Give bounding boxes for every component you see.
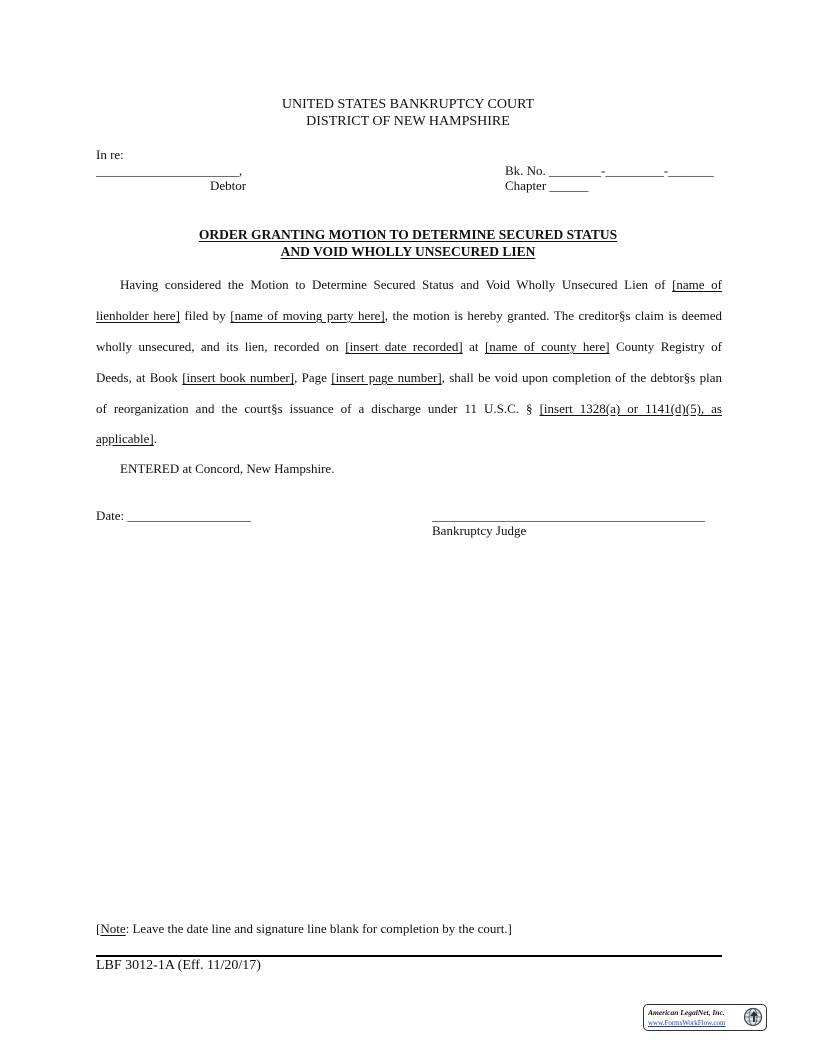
signature-line: __________________________________________ (432, 508, 705, 523)
note (96, 921, 512, 937)
order-title-line1: ORDER GRANTING MOTION TO DETERMINE SECURED STATUS (198, 227, 618, 242)
body-text: at (462, 339, 485, 354)
globe-icon (743, 1007, 763, 1027)
body-text: of reorganization and the court§s issuance of a discharge under 11 U.S.C. § (96, 401, 540, 416)
in-re-label: In re: (96, 147, 124, 162)
court-district: DISTRICT OF NEW HAMPSHIRE (306, 114, 510, 129)
body-text: Deeds, at Book (96, 370, 183, 385)
placeholder-date-recorded: [insert date recorded] (345, 339, 463, 354)
body-text: Having considered the Motion to Determine Secured Status and Void Wholly Unsecured Lien of (120, 277, 673, 292)
debtor-blank: ______________________, (96, 163, 243, 178)
form-id: LBF 3012-1A (Eff. 11/20/17) (96, 958, 261, 973)
body-line-3 (96, 339, 722, 355)
entered-statement: ENTERED at Concord, New Hampshire. (120, 461, 335, 476)
footer-divider (96, 955, 722, 957)
body-line-4 (96, 370, 722, 386)
body-line-1 (120, 277, 722, 293)
body-text: . (153, 431, 157, 446)
body-text: wholly unsecured, and its lien, recorded on (96, 339, 346, 354)
note-text: : Leave the date line and signature line blank for completion by the court.] (125, 921, 512, 936)
body-line-2 (96, 308, 722, 324)
body-text: filed by (179, 308, 231, 323)
logo-url-link[interactable]: www.FormsWorkFlow.com (648, 1019, 726, 1027)
placeholder-book-number: [insert book number] (182, 370, 295, 385)
placeholder-statute: [insert 1328(a) or 1141(d)(5), as (539, 401, 722, 416)
placeholder-moving-party: [name of moving party here] (230, 308, 385, 323)
body-text: , the motion is hereby granted. The creditor§s claim is deemed (384, 308, 723, 323)
court-name: UNITED STATES BANKRUPTCY COURT (281, 97, 535, 112)
placeholder-county: [name of county here] (484, 339, 610, 354)
placeholder-statute-cont: applicable] (96, 431, 154, 446)
chapter-field: Chapter ______ (505, 178, 589, 193)
body-text: , shall be void upon completion of the debtor§s plan (441, 370, 722, 385)
note-bracket: [ (96, 921, 101, 936)
order-title-line2: AND VOID WHOLLY UNSECURED LIEN (280, 244, 536, 259)
judge-label: Bankruptcy Judge (432, 523, 527, 538)
body-line-5 (96, 401, 722, 417)
body-line-6 (96, 431, 157, 447)
placeholder-lienholder-cont: lienholder here] (96, 308, 180, 323)
placeholder-page-number: [insert page number] (331, 370, 442, 385)
date-line: Date: ___________________ (96, 508, 251, 523)
placeholder-lienholder: [name of (672, 277, 723, 292)
bk-no-field: Bk. No. ________-_________-_______ (505, 163, 714, 178)
debtor-label: Debtor (210, 178, 247, 193)
note-label: Note (100, 921, 126, 936)
body-text: , Page (294, 370, 332, 385)
logo-company-name: American LegalNet, Inc. (648, 1008, 725, 1017)
legalnet-logo[interactable] (643, 1004, 767, 1031)
body-text: County Registry of (609, 339, 723, 354)
